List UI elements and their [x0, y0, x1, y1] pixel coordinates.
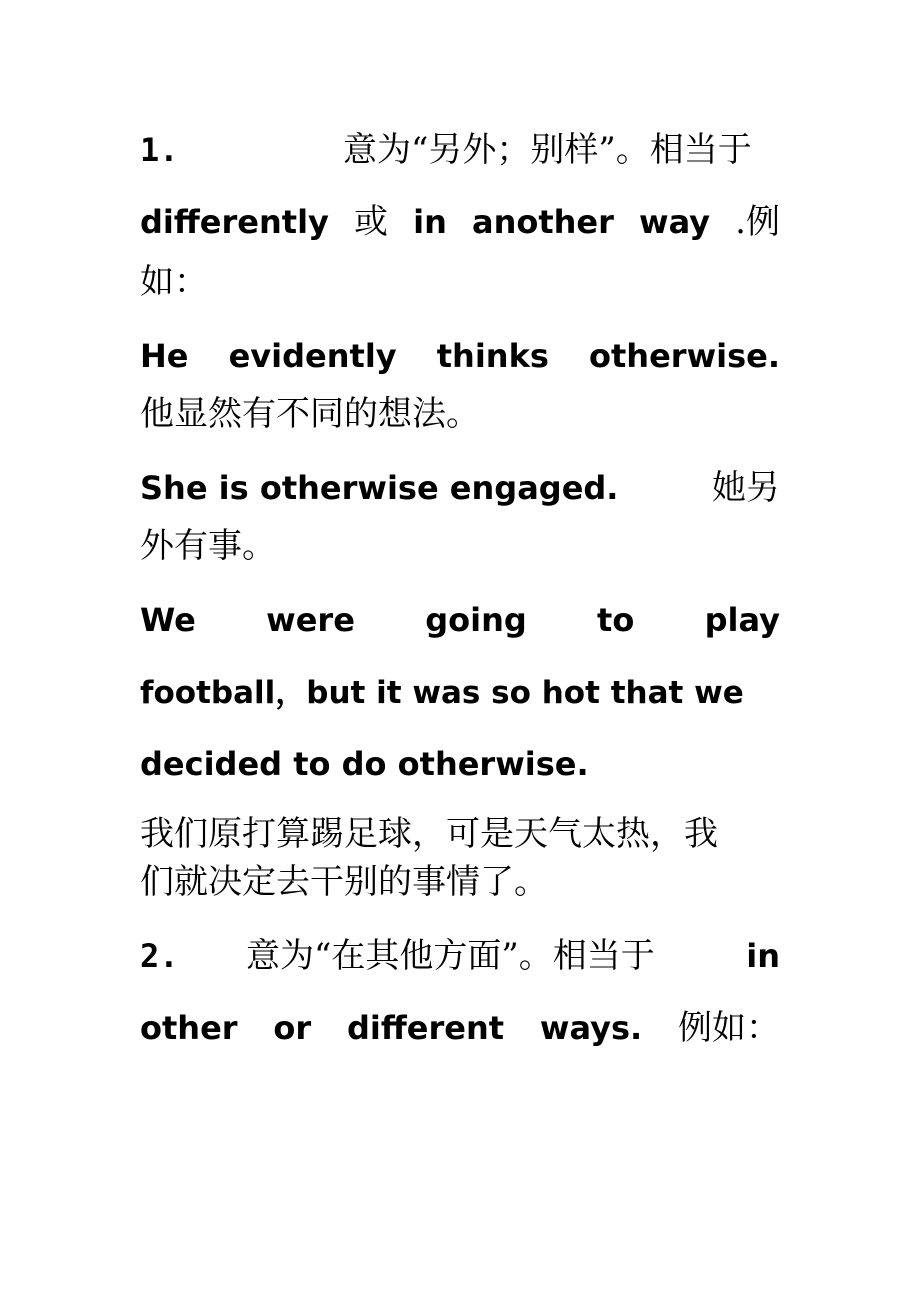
- word: going: [425, 601, 527, 639]
- equiv-differently: differently: [140, 203, 329, 241]
- word: were: [266, 601, 355, 639]
- entry-1-meaning: 意为“另外；别样”。相当于: [343, 130, 752, 170]
- document-page: [140, 0, 780, 1302]
- example-1-chinese: [140, 394, 780, 434]
- word: We: [140, 601, 196, 639]
- entry-2-number: 2.: [140, 937, 179, 975]
- translation-end: 外有事。: [140, 526, 276, 566]
- example-label-tail: .例: [735, 202, 780, 242]
- example-label-head-line: [140, 262, 780, 302]
- entry-1-number: 1.: [140, 131, 179, 169]
- entry-1-heading: [140, 130, 780, 170]
- translation-part: 我们原打算踢足球，可是天气太热，我: [140, 814, 718, 854]
- entry-2-equivalents: [140, 1008, 780, 1048]
- example-3-english-line-2: [140, 672, 780, 713]
- example-2-chinese: [140, 526, 780, 566]
- word: to: [597, 601, 635, 639]
- equiv-or: 或: [354, 202, 388, 242]
- entry-2-meaning: 意为“在其他方面”。相当于: [246, 936, 655, 976]
- example-3-chinese-line-1: [140, 814, 780, 854]
- equiv-way: way: [639, 203, 711, 241]
- example-3-chinese-line-2: [140, 862, 780, 902]
- word: otherwise.: [589, 337, 780, 375]
- example-3-english-line-3: [140, 744, 780, 784]
- example-label-head: 如：: [140, 262, 208, 302]
- equiv-in: in: [413, 203, 447, 241]
- word: thinks: [436, 337, 549, 375]
- translation-part: 们就决定去干别的事情了。: [140, 862, 548, 902]
- word: other: [140, 1009, 238, 1047]
- equiv-another: another: [471, 203, 614, 241]
- sentence-part: decided to do otherwise.: [140, 745, 589, 783]
- example-label: 例如：: [677, 1008, 780, 1048]
- example-3-english-line-1: [140, 600, 780, 640]
- word: evidently: [228, 337, 397, 375]
- word: He: [140, 337, 189, 375]
- word: different: [347, 1009, 505, 1047]
- word: play: [704, 601, 780, 639]
- sentence-part: football，but it was so hot that we: [140, 675, 744, 711]
- example-1-english: [140, 336, 780, 376]
- entry-1-equivalents: [140, 202, 780, 242]
- translation-start: 她另: [712, 468, 780, 508]
- word: ways.: [539, 1009, 643, 1047]
- entry-2-in: in: [746, 937, 780, 975]
- word: or: [273, 1009, 312, 1047]
- entry-2-heading: [140, 936, 780, 976]
- example-2-english: [140, 468, 780, 508]
- translation: 他显然有不同的想法。: [140, 394, 480, 434]
- sentence: She is otherwise engaged.: [140, 469, 619, 507]
